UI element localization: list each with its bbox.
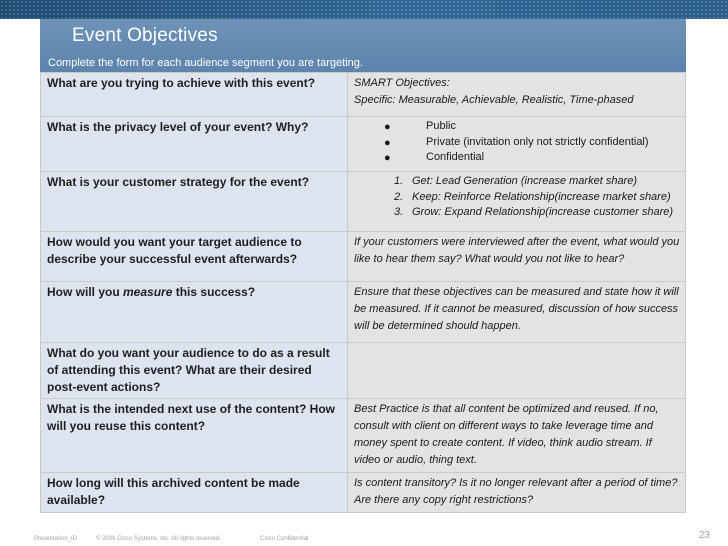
- top-banner: [0, 0, 728, 19]
- banner-pattern: [0, 0, 728, 19]
- list-item: [354, 135, 681, 151]
- presentation-id: Presentation_ID: [34, 536, 78, 542]
- slide-subtitle: Complete the form for each audience segment you are targeting.: [48, 57, 363, 69]
- title-area: [40, 19, 686, 72]
- bullet-icon: ●: [384, 136, 391, 149]
- slide-footer: [0, 534, 728, 546]
- copyright-notice: © 2006 Cisco Systems, Inc. All rights reserved.: [96, 536, 221, 542]
- list-number: 1.: [394, 175, 404, 187]
- answer-cell: Best Practice is that all content be optimized and reused. If no, consult with client on different ways to take leverage time and money spent to create content. If video, think audio stream. If video or audio, thing text.: [348, 399, 686, 473]
- question-cell: What is the privacy level of your event? Why?: [41, 117, 348, 172]
- table-row: [41, 343, 686, 399]
- question-cell: What is your customer strategy for the event?: [41, 172, 348, 232]
- list-number: 2.: [394, 190, 404, 203]
- objectives-form-table: [40, 72, 686, 513]
- question-cell: [41, 282, 348, 343]
- answer-cell: [348, 172, 686, 232]
- table-row: [41, 282, 686, 343]
- answer-cell: [348, 117, 686, 172]
- bullet-icon: ●: [384, 121, 391, 133]
- table-row: [41, 172, 686, 232]
- list-item: [354, 150, 681, 166]
- confidential-label: Cisco Confidential: [260, 536, 309, 542]
- list-item-label: Private (invitation only not strictly confidential): [426, 135, 649, 148]
- strategy-list: [354, 174, 681, 221]
- question-cell: How would you want your target audience to describe your successful event afterwards?: [41, 232, 348, 282]
- privacy-options-list: [354, 119, 681, 166]
- table-row: [41, 232, 686, 282]
- list-item-label: Keep: Reinforce Relationship(increase market share): [412, 190, 671, 203]
- answer-line: SMART Objectives:: [354, 77, 450, 89]
- question-cell: How long will this archived content be made available?: [41, 473, 348, 513]
- question-cell: What are you trying to achieve with this event?: [41, 73, 348, 117]
- question-cell: What do you want your audience to do as a result of attending this event? What are their desired post-event actions?: [41, 343, 348, 399]
- list-item-label: Public: [426, 120, 456, 132]
- answer-cell: [348, 343, 686, 399]
- list-item-label: Grow: Expand Relationship(increase customer share): [412, 206, 674, 218]
- table-row: [41, 117, 686, 172]
- page-number: 23: [698, 530, 710, 541]
- table-row: [41, 73, 686, 117]
- answer-cell: Is content transitory? Is it no longer relevant after a period of time? Are there any copy right restrictions?: [348, 473, 686, 513]
- slide-title: Event Objectives: [72, 25, 218, 46]
- answer-cell: If your customers were interviewed after the event, what would you like to hear them say? What would you not like to hear?: [348, 232, 686, 282]
- answer-cell: [348, 73, 686, 117]
- list-item: [354, 205, 681, 221]
- question-text: this success?: [172, 285, 256, 299]
- bullet-icon: ●: [384, 152, 391, 164]
- list-item: [354, 119, 681, 135]
- question-cell: What is the intended next use of the content? How will you reuse this content?: [41, 399, 348, 473]
- list-item-label: Confidential: [426, 151, 485, 163]
- list-item: [354, 190, 681, 206]
- question-text: How will you: [47, 285, 124, 299]
- table-row: [41, 399, 686, 473]
- list-number: 3.: [394, 206, 404, 218]
- table-row: [41, 473, 686, 513]
- list-item: [354, 174, 681, 190]
- question-emphasis: measure: [123, 285, 173, 299]
- list-item-label: Get: Lead Generation (increase market share): [412, 175, 638, 187]
- answer-line: Specific: Measurable, Achievable, Realistic, Time-phased: [354, 94, 634, 106]
- answer-cell: Ensure that these objectives can be measured and state how it will be measured. If it cannot be measured, discussion of how success will be determined should happen.: [348, 282, 686, 343]
